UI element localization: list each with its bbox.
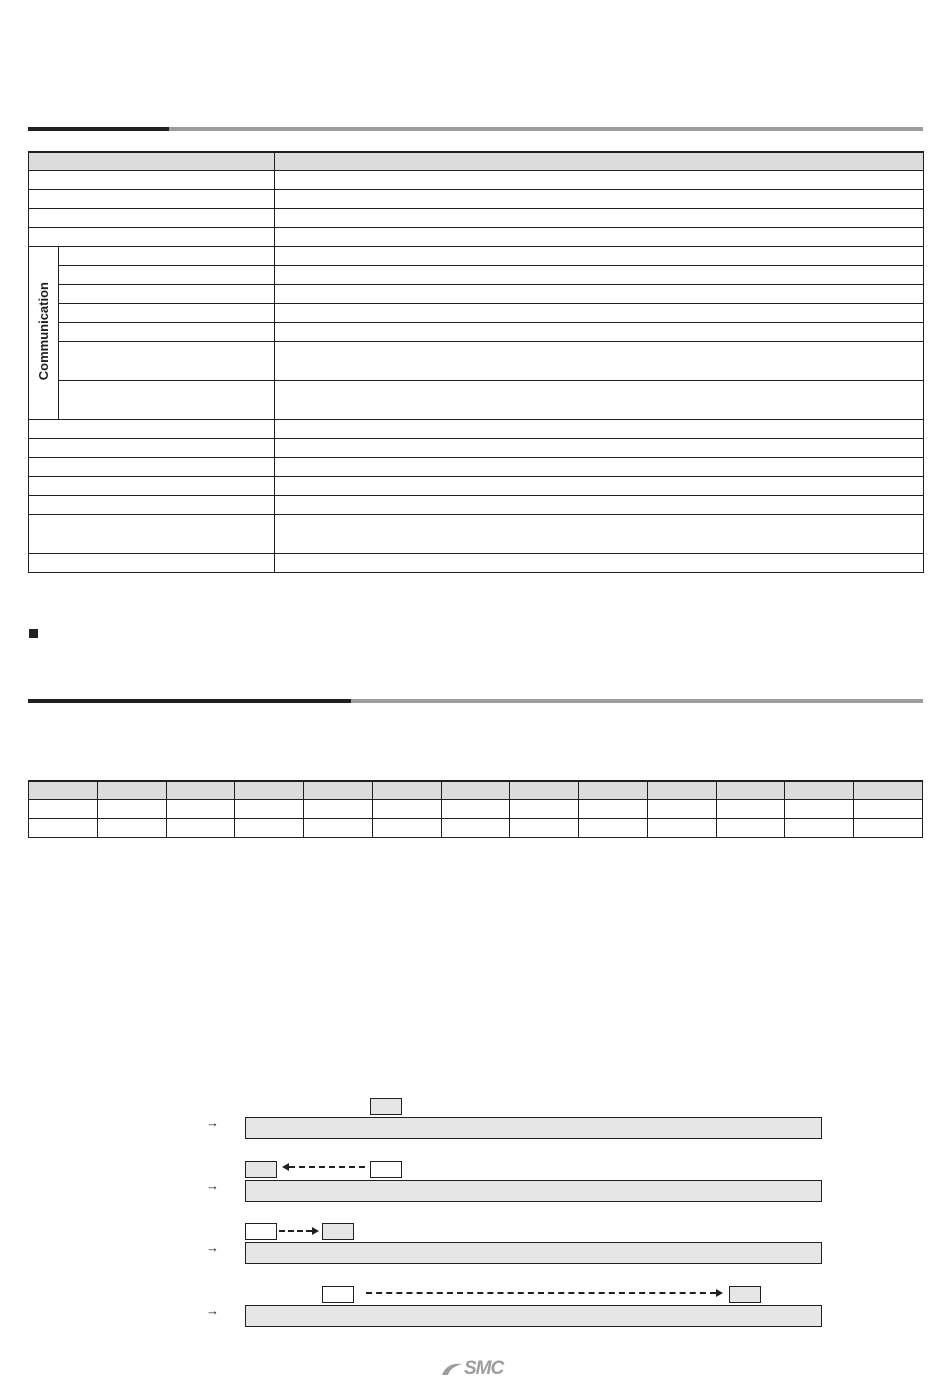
table-cell <box>275 458 924 477</box>
section-rule-1 <box>28 127 923 131</box>
table-cell <box>59 266 275 285</box>
grid-cell <box>785 781 854 800</box>
grid-cell <box>441 819 510 838</box>
specifications-table <box>28 151 924 573</box>
grid-cell <box>166 800 235 819</box>
table-cell <box>29 554 275 573</box>
grid-cell <box>235 800 304 819</box>
table-cell <box>29 209 275 228</box>
table-cell <box>275 554 924 573</box>
grid-cell <box>97 781 166 800</box>
header-cell-spec <box>275 152 924 171</box>
grid-cell <box>29 819 98 838</box>
grid-cell <box>372 819 441 838</box>
grid-cell <box>304 819 373 838</box>
dashed-arrow-line <box>366 1292 716 1294</box>
dashed-arrow-line <box>279 1230 312 1232</box>
table-cell <box>29 190 275 209</box>
grid-header-row <box>29 781 923 800</box>
grid-cell <box>372 800 441 819</box>
grid-cell <box>854 781 923 800</box>
logo-swoosh-icon <box>440 1361 464 1377</box>
table-row <box>29 477 924 496</box>
section-rule-2-line <box>351 699 923 703</box>
grid-cell <box>716 781 785 800</box>
table-row <box>29 458 924 477</box>
arrow-mark-icon: → <box>206 1115 219 1130</box>
grid-cell <box>372 781 441 800</box>
arrow-left-icon <box>282 1163 289 1171</box>
diagram-block <box>370 1161 402 1178</box>
grid-cell <box>785 819 854 838</box>
table-cell <box>275 190 924 209</box>
table-cell <box>29 171 275 190</box>
diagram-block <box>322 1286 354 1303</box>
arrow-right-icon <box>716 1289 723 1297</box>
grid-cell <box>29 800 98 819</box>
grid-cell <box>166 819 235 838</box>
table-cell <box>275 247 924 266</box>
grid-cell <box>716 819 785 838</box>
table-row <box>29 304 924 323</box>
diagram-bar <box>245 1305 822 1327</box>
section-rule-1-accent <box>28 127 169 131</box>
grid-cell <box>854 800 923 819</box>
diagram-block <box>245 1223 277 1240</box>
arrow-right-icon <box>312 1227 319 1235</box>
table-cell <box>275 477 924 496</box>
grid-cell <box>166 781 235 800</box>
table-cell <box>29 515 275 554</box>
table-cell <box>29 496 275 515</box>
table-cell <box>275 285 924 304</box>
grid-cell <box>304 781 373 800</box>
table-cell <box>275 381 924 420</box>
table-cell <box>29 439 275 458</box>
table-cell <box>275 266 924 285</box>
dashed-arrow-line <box>289 1166 365 1168</box>
table-row <box>29 515 924 554</box>
grid-cell <box>579 800 648 819</box>
table-row <box>29 247 924 266</box>
table-cell <box>29 477 275 496</box>
table-header-row <box>29 152 924 171</box>
section-rule-1-line <box>169 127 923 131</box>
diagram-bar <box>245 1117 822 1139</box>
grid-cell <box>441 781 510 800</box>
grid-cell <box>579 819 648 838</box>
grid-cell <box>304 800 373 819</box>
grid-table <box>28 780 923 838</box>
diagram-bar <box>245 1180 822 1202</box>
communication-label: Communication <box>36 282 51 381</box>
table-row <box>29 554 924 573</box>
table-cell <box>29 458 275 477</box>
table-row <box>29 190 924 209</box>
table-cell <box>29 420 275 439</box>
diagram-block <box>245 1161 277 1178</box>
table-row <box>29 266 924 285</box>
grid-cell <box>97 800 166 819</box>
grid-cell <box>647 800 716 819</box>
table-cell <box>275 209 924 228</box>
diagram-block <box>729 1286 761 1303</box>
table-cell <box>275 228 924 247</box>
grid-cell <box>785 800 854 819</box>
grid-cell <box>510 781 579 800</box>
table-row <box>29 496 924 515</box>
table-row <box>29 209 924 228</box>
table-row <box>29 381 924 420</box>
table-cell <box>275 342 924 381</box>
table-cell <box>59 247 275 266</box>
table-cell <box>275 304 924 323</box>
table-cell <box>275 439 924 458</box>
grid-cell <box>510 800 579 819</box>
table-cell <box>275 171 924 190</box>
table-cell <box>275 515 924 554</box>
table-cell <box>29 228 275 247</box>
arrow-mark-icon: → <box>206 1178 219 1193</box>
table-cell <box>59 304 275 323</box>
section-rule-2 <box>28 699 923 703</box>
table-row <box>29 323 924 342</box>
table-cell <box>59 342 275 381</box>
grid-cell <box>235 781 304 800</box>
table-row <box>29 342 924 381</box>
grid-cell <box>579 781 648 800</box>
grid-cell <box>716 800 785 819</box>
section-rule-2-accent <box>28 699 351 703</box>
grid-row <box>29 819 923 838</box>
logo-text: SMC <box>464 1358 504 1379</box>
diagram-bar <box>245 1242 822 1264</box>
table-cell <box>59 285 275 304</box>
grid-cell <box>854 819 923 838</box>
grid-cell <box>647 781 716 800</box>
grid-cell <box>97 819 166 838</box>
grid-cell <box>510 819 579 838</box>
table-cell <box>275 323 924 342</box>
table-row <box>29 439 924 458</box>
diagram-block <box>322 1223 354 1240</box>
arrow-mark-icon: → <box>206 1240 219 1255</box>
communication-group-cell <box>29 247 59 420</box>
table-row <box>29 171 924 190</box>
table-row <box>29 228 924 247</box>
grid-cell <box>647 819 716 838</box>
table-row <box>29 285 924 304</box>
table-cell <box>59 323 275 342</box>
grid-cell <box>235 819 304 838</box>
table-cell <box>275 496 924 515</box>
arrow-mark-icon: → <box>206 1303 219 1318</box>
grid-row <box>29 800 923 819</box>
table-row <box>29 420 924 439</box>
table-cell <box>275 420 924 439</box>
diagram-block <box>370 1098 402 1115</box>
smc-logo <box>440 1359 503 1379</box>
grid-cell <box>441 800 510 819</box>
square-bullet-icon <box>29 629 38 638</box>
table-cell <box>59 381 275 420</box>
header-cell-item <box>29 152 275 171</box>
grid-cell <box>29 781 98 800</box>
